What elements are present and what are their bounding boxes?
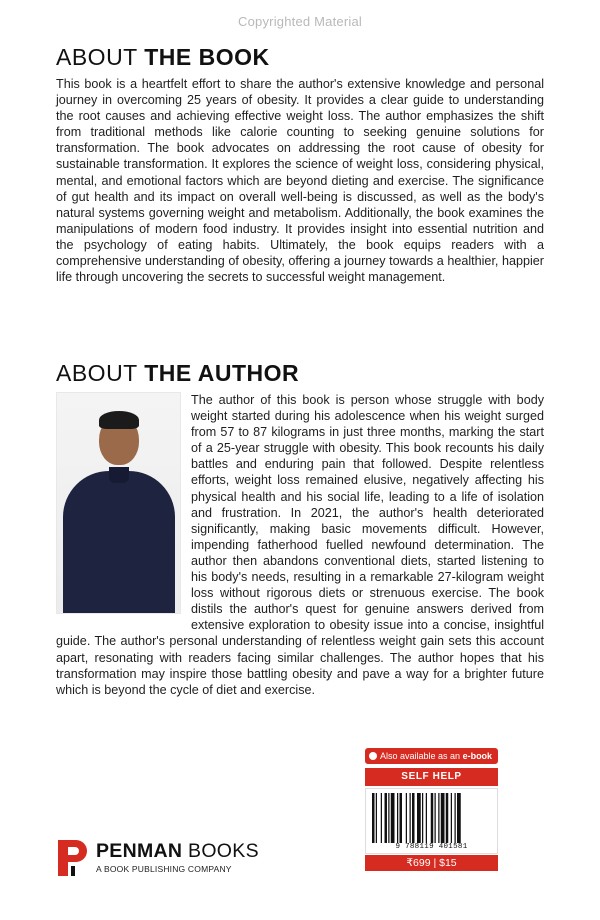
about-author-heading-bold: THE AUTHOR [144, 360, 300, 386]
isbn-barcode [370, 793, 493, 843]
about-book-heading-light: ABOUT [56, 44, 145, 70]
ebook-prefix: Also available as an [380, 751, 463, 761]
penman-logo-icon [56, 838, 88, 878]
ebook-availability-badge [365, 748, 498, 764]
ebook-icon [369, 752, 377, 760]
buy-box [365, 748, 498, 871]
about-author-text: The author of this book is person whose struggle with body weight started during his adolescence when his weight surged from 57 to 87 kilograms in just three months, marking the start of a 25-year struggle with obesity. This book recounts his daily battles and enduring pain that followed. Despite relentless efforts, weight loss remained elusive, negatively affecting his physical health and his social life, leading to a life of isolation and frustration. In 2021, the author's health deteriorated significantly, making basic movements difficult. However, impending fatherhood fuelled newfound determination. The author then abandons conventional diets, started listening to his body's needs, resulting in a remarkable 27-kilogram weight loss without rigorous diets or strenuous exercise. The book distils the author's quest for genuine answers derived from extensive exploration to obesity issue into a concise, insightful guide. The author's personal understanding of relentless weight gain sets this account apart, resonating with readers facing similar challenges. The author hopes that his transformation may inspire those battling obesity and pave a way for a brighter future which is beyond the cycle of diet and exercise. [56, 393, 544, 697]
about-author-heading-light: ABOUT [56, 360, 145, 386]
about-author-section [56, 392, 544, 698]
isbn-number: 9 788119 401581 [395, 843, 468, 851]
about-book-text: This book is a heartfelt effort to share the author's extensive knowledge and personal journey in overcoming 25 years of obesity. It provides a clear guide to understanding the root causes and achieving effective weight loss. The author emphasizes the shift from traditional methods like calorie counting to seeking genuine solutions for transformation. The book advocates on addressing the root cause of obesity for sustainable transformation. It explores the science of weight loss, considering physical, mental, and emotional factors which are beyond dieting and exercise. The significance of gut health and its impact on overall well-being is discussed, as well as the body's natural systems governing weight and metabolism. Additionally, the book examines the manipulations of modern food industry. It provides insight into essential nutrition and the psychology of eating habits. Ultimately, the book equips readers with a comprehensive understanding of obesity, offering a journey towards a healthier, happier life through uncovering the secrets to successful weight management. [56, 77, 544, 285]
publisher-name [96, 840, 259, 863]
barcode-panel [365, 788, 498, 854]
price-label: ₹699 | $15 [365, 855, 498, 871]
about-book-heading-bold: THE BOOK [144, 44, 270, 70]
category-label: SELF HELP [365, 768, 498, 786]
ebook-bold: e-book [462, 751, 493, 761]
author-photo [56, 392, 181, 614]
copyright-watermark: Copyrighted Material [238, 14, 362, 29]
publisher-name-bold: PENMAN [96, 840, 183, 862]
about-author-heading [56, 360, 299, 387]
publisher-tagline: A BOOK PUBLISHING COMPANY [96, 864, 232, 874]
about-book-heading [56, 44, 270, 71]
publisher-name-light: BOOKS [182, 840, 259, 862]
